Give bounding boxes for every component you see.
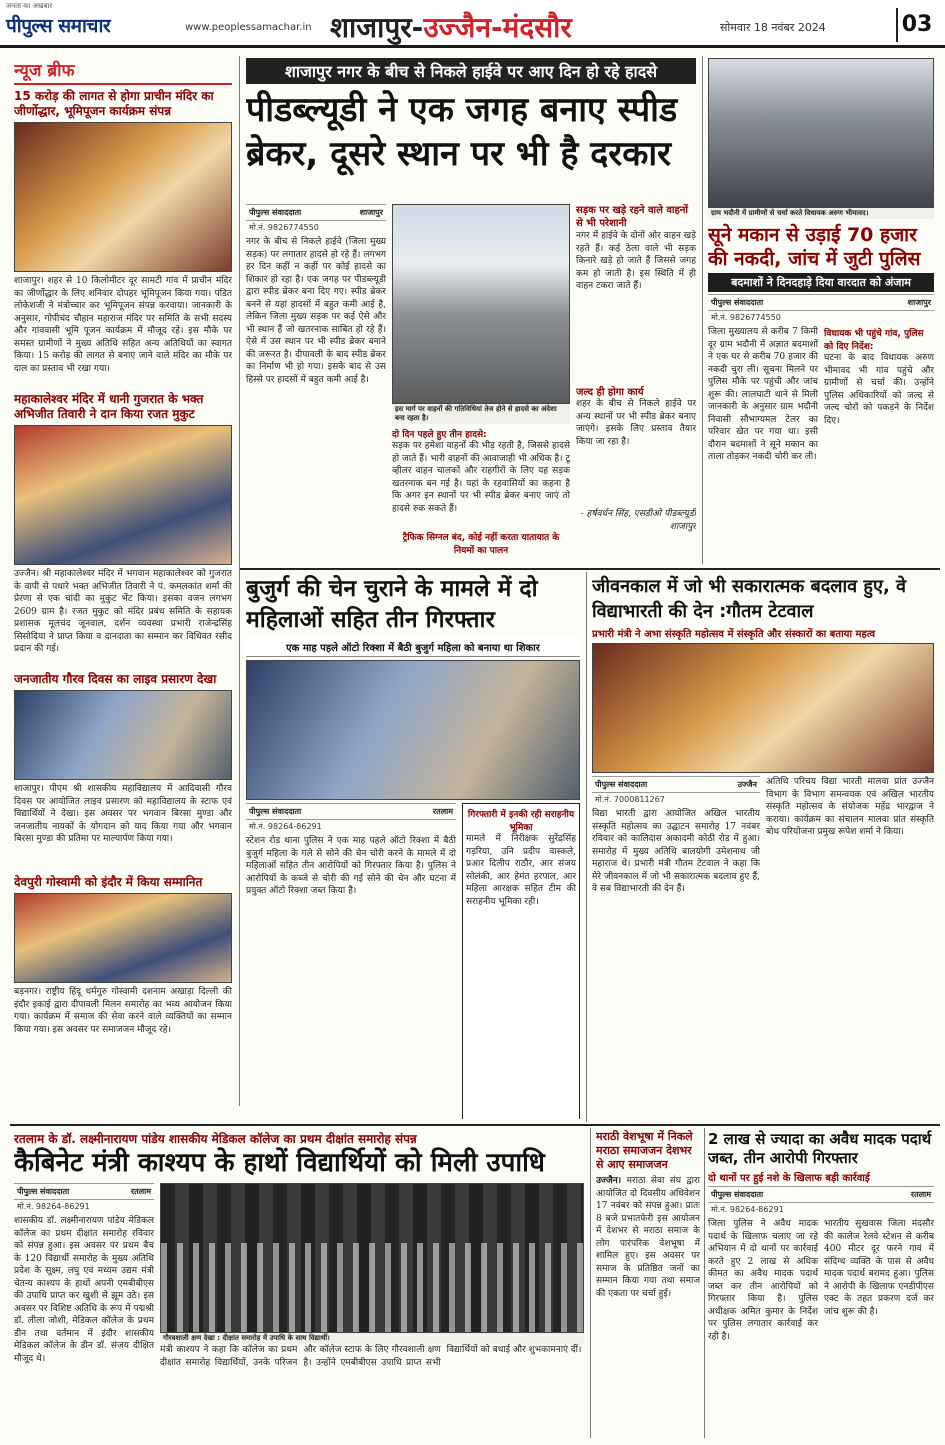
- byline-reporter: पीपुल्स संवाददाता: [595, 780, 648, 789]
- lead-subhead-accidents: दो दिन पहले हुए तीन हादसे:: [392, 430, 487, 440]
- chain-mobile: मो.नं. 98264-86291: [249, 822, 322, 831]
- theft-text: जिला मुख्यालय से करीब 7 किमी दूर ग्राम भदौनी में अज्ञात बदमाशों ने एक घर से करीब 70 हजार की नकदी चुरा ली। सूचना मिलने पर पुलिस मौके पर पहुंची और जांच शुरू की। लालघाटी थाने से मिली जानकारी के अनुसार ग्राम भदौनी निवासी सौभाग्यमल टेलर का परिवार खेत पर गया था। इसी दौरान बदमाशों ने सूने मकान का ताला तोड़कर नकदी चोरी कर ली।: [708, 327, 818, 462]
- byline-reporter: पीपुल्स संवाददाता: [711, 298, 764, 307]
- masthead: [0, 0, 945, 48]
- news-brief-label: न्यूज ब्रीफ: [14, 58, 232, 85]
- website-url: www.peoplessamachar.in: [185, 22, 312, 33]
- column-rule: [239, 56, 240, 1106]
- theft-text-2: घटना के बाद विधायक अरुण भीमावद भी गांव पहुंचे और ग्रामीणों से चर्चा की। उन्होंने पुलिस अधिकारियों को जल्द से जल्द चोरों को पकड़ने के निर्देश दिए।: [824, 353, 934, 426]
- medical-right-block: [160, 1183, 584, 1425]
- byline-place: रतलाम: [130, 1187, 151, 1196]
- lead-kicker: शाजापुर नगर के बीच से निकले हाईवे पर आए दिन हो रहे हादसे: [246, 58, 696, 84]
- medical-columns: [14, 1183, 584, 1425]
- medical-byline: [14, 1183, 154, 1200]
- side-headline-work-soon: जल्द ही होगा कार्य: [576, 387, 644, 398]
- lead-subhead-traffic-signal: ट्रैफिक सिग्नल बंद, कोई नहीं करता यातायात के नियमों का पालन: [402, 533, 560, 556]
- brief-text: शाजापुर। पीएम श्री शासकीय महाविद्यालय में आदिवासी गौरव दिवस पर आयोजित लाइव प्रसारण को महाविद्यालय के स्टाफ एवं विद्यार्थियों ने देखा। इस अवसर पर भगवान बिरसा मुण्डा और जनजातीय नायकों के योगदान को याद किया गया और भगवान बिरसा मुण्डा की प्रतिमा पर माल्यार्पण किया गया।: [14, 784, 232, 844]
- brief-headline: देवपुरी गोस्वामी को इंदौर में किया सम्मानित: [14, 875, 203, 889]
- section-title: [330, 8, 572, 46]
- side-text: नगर में हाईवे के दोनों ओर वाहन खड़े रहते हैं। कई ठेला वाले भी सड़क किनारे खड़े हो जाते हैं जिससे जगह कम हो जाती है। इस स्थिति में ही वाहन टकरा जाते हैं।: [576, 231, 696, 291]
- drug-strap: दो थानों पर हुई नशे के खिलाफ बड़ी कार्रवाई: [708, 1173, 870, 1184]
- maratha-dateline: उज्जैन।: [596, 1176, 622, 1186]
- appreciation-box: [462, 803, 580, 1119]
- medical-mobile: मो.नं. 98264-86291: [17, 1202, 90, 1211]
- brief-item: [14, 672, 232, 871]
- byline-reporter: पीपुल्स संवाददाता: [17, 1187, 70, 1196]
- drug-text-2: भारतीय सुखवास जिला मंदसौर की कालेज रेलवे स्टेशन से करीब 400 मीटर दूर फरने गावं में संदिग्ध व्यक्ति के पास से अवैध मादक पदार्थ बरामद हुआ। पुलिस ने आरोपी के खिलाफ एनडीपीएस एक्ट के तहत प्रकरण दर्ज कर जांच शुरू की है।: [824, 1219, 934, 1317]
- lead-story: [246, 58, 696, 563]
- chain-text: स्टेशन रोड थाना पुलिस ने एक माह पहले ऑटो रिक्शा में बैठी बुजुर्ग महिला के गले से सोने की चेन चोरी करने के मामले में दो महिलाओं सहित तीन आरोपियों को गिरफ्तार किया है। पुलिस ने आरोपियों के कब्जे से चोरी की गई सोने की चेन और घटना में प्रयुक्त ऑटो रिक्शा जब्त किया है।: [246, 836, 456, 896]
- lead-left-column: [246, 204, 386, 559]
- medical-text: शासकीय डॉ. लक्ष्मीनारायण पांडेय मेडिकल कॉलेज का प्रथम दीक्षांत समारोह रविवार को संपन्न हुआ। इस अवसर पर प्रथम बैच के 120 विद्यार्थी समारोह के मुख्य अतिथि प्रदेश के सूक्ष्म, लघु एवं मध्यम उद्यम मंत्री चेतन्य काश्यप के हाथों अपनी एमबीबीएस की उपाधि प्राप्त कर खुशी से झूम उठे। इस अवसर पर विशिष्ट अतिथि के रूप में पद्मश्री डॉ. लीला जोशी, मेडिकल कॉलेज के प्रथम डीन तथा वर्तमान में इंदौर शासकीय मेडिकल कॉलेज के डीन डॉ. संजय दीक्षित मौजूद थे।: [14, 1216, 154, 1364]
- vidyabharti-text: विद्या भारती द्वारा आयोजित अखिल भारतीय संस्कृति महोत्सव का उद्घाटन समारोह 17 नवंबर रविवार को कालिदास अकादमी कोठी रोड में हुआ। समारोह में मुख्य अतिथि बालयोगी उमेशनाथ जी महाराज थे। प्रभारी मंत्री गौतम टेटवाल ने कहा कि मेरे जीवनकाल में जो भी सकारात्मक बदलाव हुए हैं, वे सब विद्याभारती की देन हैं।: [592, 809, 760, 894]
- maratha-headline: मराठी वेशभूषा में निकले मराठा समाजजन देशभर से आए समाजजन: [596, 1130, 693, 1171]
- chain-story: [246, 574, 580, 1119]
- byline-reporter: पीपुल्स संवाददाता: [249, 807, 302, 816]
- byline-place: रतलाम: [432, 807, 453, 816]
- lead-photo-block: [392, 204, 570, 563]
- lead-side-column: [576, 204, 696, 563]
- lead-text-continued: सड़क पर हमेशा वाहनों की भीड़ रहती है, जिससे हादसे हो जाते हैं। भारी वाहनों की आवाजाही भी अधिक है। टू व्हीलर वाहन चालकों और राहगीरों के लिए यह सड़क खतरनाक बन गई है। यहां के रहवासियों का कहना है कि अगर इन स्थानों पर भी स्पीड ब्रेकर बनाए जाएं तो हादसे रुक सकते हैं।: [392, 441, 570, 514]
- lead-headline: पीडब्ल्यूडी ने एक जगह बनाए स्पीड ब्रेकर, दूसरे स्थान पर भी है दरकार: [246, 90, 678, 174]
- chain-headline: बुजुर्ग की चेन चुराने के मामले में दो महिलाओं सहित तीन गिरफ्तार: [246, 576, 538, 633]
- medical-left-column: [14, 1183, 154, 1425]
- theft-byline: [708, 294, 934, 311]
- pwd-quote-attribution: - हर्षवर्धन सिंह, एसडीओ पीडब्ल्यूडी शाजापुर: [580, 509, 696, 532]
- silver-crown-photo: [14, 425, 232, 565]
- tribal-day-photo: [14, 690, 232, 780]
- byline-place: उज्जैन: [737, 780, 757, 789]
- theft-headline: सूने मकान से उड़ाई 70 हजार की नकदी, जांच में जुटी पुलिस: [708, 224, 921, 270]
- villagers-photo-caption: ग्राम भदौनी में ग्रामीणों से चर्चा करते विधायक अरुण भीमावद।: [708, 208, 934, 219]
- maratha-body: मराठा सेवा संघ द्वारा आयोजित दो दिवसीय अधिवेशन 17 नवंबर को संपन्न हुआ। प्रातः 8 बजे प्रभातफेरी इस आयोजन में देशभर से मराठा समाज के लोग पारंपरिक वेशभूषा में शामिल हुए। इस अवसर पर समाज के प्रतिष्ठित जनों का सम्मान किया गया तथा समाज की एकता पर चर्चा हुई।: [596, 1176, 700, 1299]
- vidyabharti-byline: [592, 776, 760, 793]
- brief-item: [14, 89, 232, 388]
- news-brief-column: [14, 58, 232, 1098]
- drug-text: जिला पुलिस ने अवैध मादक पदार्थ के खिलाफ चलाए जा रहे अभियान में दो थानों पर कार्रवाई करते हुए 2 लाख से अधिक कीमत का अवैध मादक पदार्थ जब्त कर तीन आरोपियों को गिरफ्तार किया है। पुलिस अधीक्षक अमित कुमार के निर्देश पर पुलिस लगातार कार्रवाई कर रही है।: [708, 1219, 818, 1342]
- lead-text: नगर के बीच से निकले हाईवे (जिला मुख्य सड़क) पर लगातार हादसे हो रहे हैं। लगभग हर दिन कहीं न कहीं पर कोई हादसे का शिकार हो रहा है। एक जगह पर पीडब्ल्यूडी द्वारा स्पीड ब्रेकर बना दिए गए। स्पीड ब्रेकर बनने से यहां हादसों में बहुत कमी आई है, लेकिन जिला मुख्य सड़क पर कई ऐसे और भी स्थान हैं जो खतरनाक साबित हो रहे हैं। ऐसे में उस स्थान पर भी स्पीड ब्रेकर बनाने की जरूरत है। दीपावली के बाद स्पीड ब्रेकर का निर्माण भी हो गया। इसके बाद से उस हिस्से पर हादसों में बहुत कमी आई है।: [246, 237, 386, 385]
- logo-tagline: जनता का अखबार: [6, 2, 53, 10]
- vidyabharti-left-column: [592, 776, 760, 1108]
- theft-right-column: [824, 326, 934, 546]
- medical-headline: कैबिनेट मंत्री काश्यप के हाथों विद्यार्थियों को मिली उपाधि: [14, 1148, 545, 1178]
- police-arrest-photo: [246, 660, 580, 800]
- chain-columns: [246, 803, 580, 1119]
- brief-text: शाजापुर। शहर से 10 किलोमीटर दूर सामटी गांव में प्राचीन मंदिर का जीर्णोद्धार के लिए शनिवार दोपहर भूमिपूजन किया गया। पंडित लोकेशजी ने मंत्रोच्चार कर भूमिपूजन संपन्न करवाया। जानकारी के अनुसार, गोपीचंद चौहान महाराज मंदिर पर समिति के सभी सदस्य और गांववासी भूमि पूजन कार्यक्रम में मौजूद रहे। इस मौके पर समस्त ग्रामीणों ने मुख्य अतिथि सहित अन्य अतिथियों का स्वागत किया। 15 करोड़ की लागत से बनाए जाने वाले मंदिर का मौके पर दाल का प्रस्ताव भी रखा गया।: [14, 276, 232, 374]
- column-rule: [702, 56, 703, 564]
- vidyabharti-strap: प्रभारी मंत्री ने अभा संस्कृति महोत्सव में संस्कृति और संस्कारों का बताया महत्व: [592, 629, 876, 640]
- issue-date: सोमवार 18 नवंबर 2024: [720, 21, 826, 34]
- brief-text: बड़नगर। राष्ट्रीय हिंदू धर्मगुरु गोस्वामी दशनाम अखाड़ा दिल्ली की इंदौर इकाई द्वारा दीपावली मिलन समारोह का भव्य आयोजन किया गया। कार्यक्रम में समाज की सेवा करने वाले व्यक्तियों का सम्मान किया गया। इस अवसर पर समाजजन मौजूद रहे।: [14, 987, 232, 1035]
- brief-headline: जनजातीय गौरव दिवस का लाइव प्रसारण देखा: [14, 672, 217, 686]
- brief-text: उज्जैन। श्री महाकालेश्वर मंदिर में भगवान महाकालेश्वर को गुजरात के वापी से पधारे भक्त अभिजीत तिवारी ने पं. कमलकांत शर्मा की प्रेरणा से एक चांदी का मुकुट भेंट किया। इसका वजन लगभग 2609 ग्राम है। रजत मुकुट को मंदिर प्रबंध समिति के सहायक प्रशासक मूलचंद जूनवाल, दर्शन व्यवस्था प्रभारी राजेन्द्रसिंह सिसोदिया ने प्राप्त किया व दानदाता का सम्मान कर विधिवत रसीद प्रदान की गई।: [14, 569, 232, 654]
- theft-strap: बदमाशों ने दिनदहाड़े दिया वारदात को अंजाम: [708, 273, 934, 292]
- vidyabharti-mobile: मो.नं. 7000811267: [595, 795, 665, 804]
- sanskriti-mahotsav-photo: [592, 643, 934, 773]
- drug-headline: 2 लाख से ज्यादा का अवैध मादक पदार्थ जब्त, तीन आरोपी गिरफ्तार: [708, 1130, 932, 1167]
- byline-reporter: पीपुल्स संवाददाता: [249, 208, 302, 217]
- appreciation-box-text: मामले में निरीक्षक सुरेंद्रसिंह गड़रिया, उनि प्रदीप वास्कले, प्रआर दिलीप राठौर, आर संजय सोलंकी, आर हेमंत हरपाल, आर महिला आरक्षक सहित टीम की सराहनीय भूमिका रही।: [466, 834, 576, 907]
- section-title-city: शाजापुर-: [330, 11, 424, 44]
- highway-photo: [392, 204, 570, 404]
- brief-item: [14, 875, 232, 1048]
- theft-mobile: मो.नं. 9826774550: [711, 313, 781, 322]
- drug-byline: [708, 1186, 934, 1203]
- convocation-photo: [160, 1183, 584, 1333]
- theft-story: [708, 58, 934, 563]
- brief-item: [14, 392, 232, 668]
- convocation-photo-caption: गौरवशाली क्षण देखा : दीक्षांत समारोह में उपाधि के साथ विद्यार्थी।: [160, 1333, 584, 1344]
- theft-subhead-mla: विधायक भी पहुंचे गांव, पुलिस को दिए निर्देश:: [824, 329, 924, 352]
- theft-columns: [708, 326, 934, 546]
- brief-headline: 15 करोड़ की लागत से होगा प्राचीन मंदिर का जीर्णोद्धार, भूमिपूजन कार्यक्रम संपन्न: [14, 89, 214, 118]
- section-rule: [10, 1124, 940, 1126]
- brief-headline: महाकालेश्वर मंदिर में धानी गुजरात के भक्त अभिजीत तिवारी ने दान किया रजत मुकुट: [14, 392, 204, 421]
- drug-columns: [708, 1218, 934, 1433]
- section-rule: [240, 568, 940, 570]
- temple-bhoomipujan-photo: [14, 122, 232, 272]
- maratha-text: [596, 1175, 700, 1425]
- byline-place: शाजापुर: [359, 208, 383, 217]
- byline-reporter: पीपुल्स संवाददाता: [711, 1190, 764, 1199]
- vidyabharti-headline: जीवनकाल में जो भी सकारात्मक बदलाव हुए, वे विद्याभारती की देन :गौतम टेटवाल: [592, 576, 907, 622]
- side-headline-parked-vehicles: सड़क पर खड़े रहने वाले वाहनों से भी परेशानी: [576, 205, 688, 229]
- column-rule: [590, 1128, 591, 1438]
- vidyabharti-story: [592, 574, 934, 1119]
- goswami-felicitation-photo: [14, 893, 232, 983]
- column-rule: [586, 572, 587, 1122]
- byline-place: शाजापुर: [907, 298, 931, 307]
- maratha-story: [596, 1130, 700, 1435]
- lead-byline: [246, 204, 386, 221]
- medical-kicker: रतलाम के डॉ. लक्ष्मीनारायण पांडेय शासकीय मेडिकल कॉलेज का प्रथम दीक्षांत समारोह संपन्न: [14, 1132, 417, 1146]
- newspaper-logo: [6, 2, 176, 41]
- side-text-2: शहर के बीच से निकले हाईवे पर अन्य स्थानों पर भी स्पीड ब्रेकर बनाए जाएंगे। इसके लिए प्रस्ताव तैयार किया जा रहा है।: [576, 399, 696, 447]
- appreciation-box-headline: गिरफ्तारी में इनकी रही सराहनीय भूमिका: [467, 810, 575, 833]
- byline-place: रतलाम: [910, 1190, 931, 1199]
- medical-text-2: मंत्री काश्यप ने कहा कि कॉलेज का प्रथम दीक्षांत समारोह विद्यार्थियों, उनके परिजन और कॉलेज स्टाफ के लिए गौरवशाली क्षण है। उन्होंने एमबीबीएस उपाधि प्राप्त सभी विद्यार्थियों को बधाई और शुभकामनाएं दीं।: [160, 1345, 582, 1368]
- chain-strap: एक माह पहले ऑटो रिक्शा में बैठी बुजुर्ग महिला को बनाया था शिकार: [246, 638, 580, 657]
- column-rule: [704, 1128, 705, 1438]
- villagers-photo: [708, 58, 934, 208]
- medical-college-story: [14, 1130, 584, 1435]
- section-title-region: उज्जैन-मंदसौर: [423, 11, 572, 44]
- logo-text: पीपुल्स समाचार: [6, 15, 111, 37]
- drug-seizure-story: [708, 1130, 934, 1435]
- drug-mobile: मो.नं. 98264-86291: [711, 1205, 784, 1214]
- vidyabharti-text-2: अतिथि परिचय विद्या भारती मालवा प्रांत उज्जैन विभाग के विभाग समन्वयक एवं अखिल भारतीय संस्कृति महोत्सव के संयोजक महेंद्र भारद्वाज ने कराया। कार्यक्रम का संचालन मालवा प्रांत संस्कृति बोध परियोजना प्रमुख रूपेश शर्मा ने किया।: [766, 777, 934, 837]
- lead-mobile: मो.नं. 9826774550: [249, 223, 319, 232]
- chain-left-column: [246, 803, 456, 1119]
- highway-photo-caption: इस मार्ग पर वाहनों की गतिविधियां तेज होने से हादसे का अंदेशा बना रहता है।: [392, 404, 570, 424]
- chain-byline: [246, 803, 456, 820]
- page-number: 03: [896, 8, 936, 42]
- vidyabharti-columns: [592, 776, 934, 1108]
